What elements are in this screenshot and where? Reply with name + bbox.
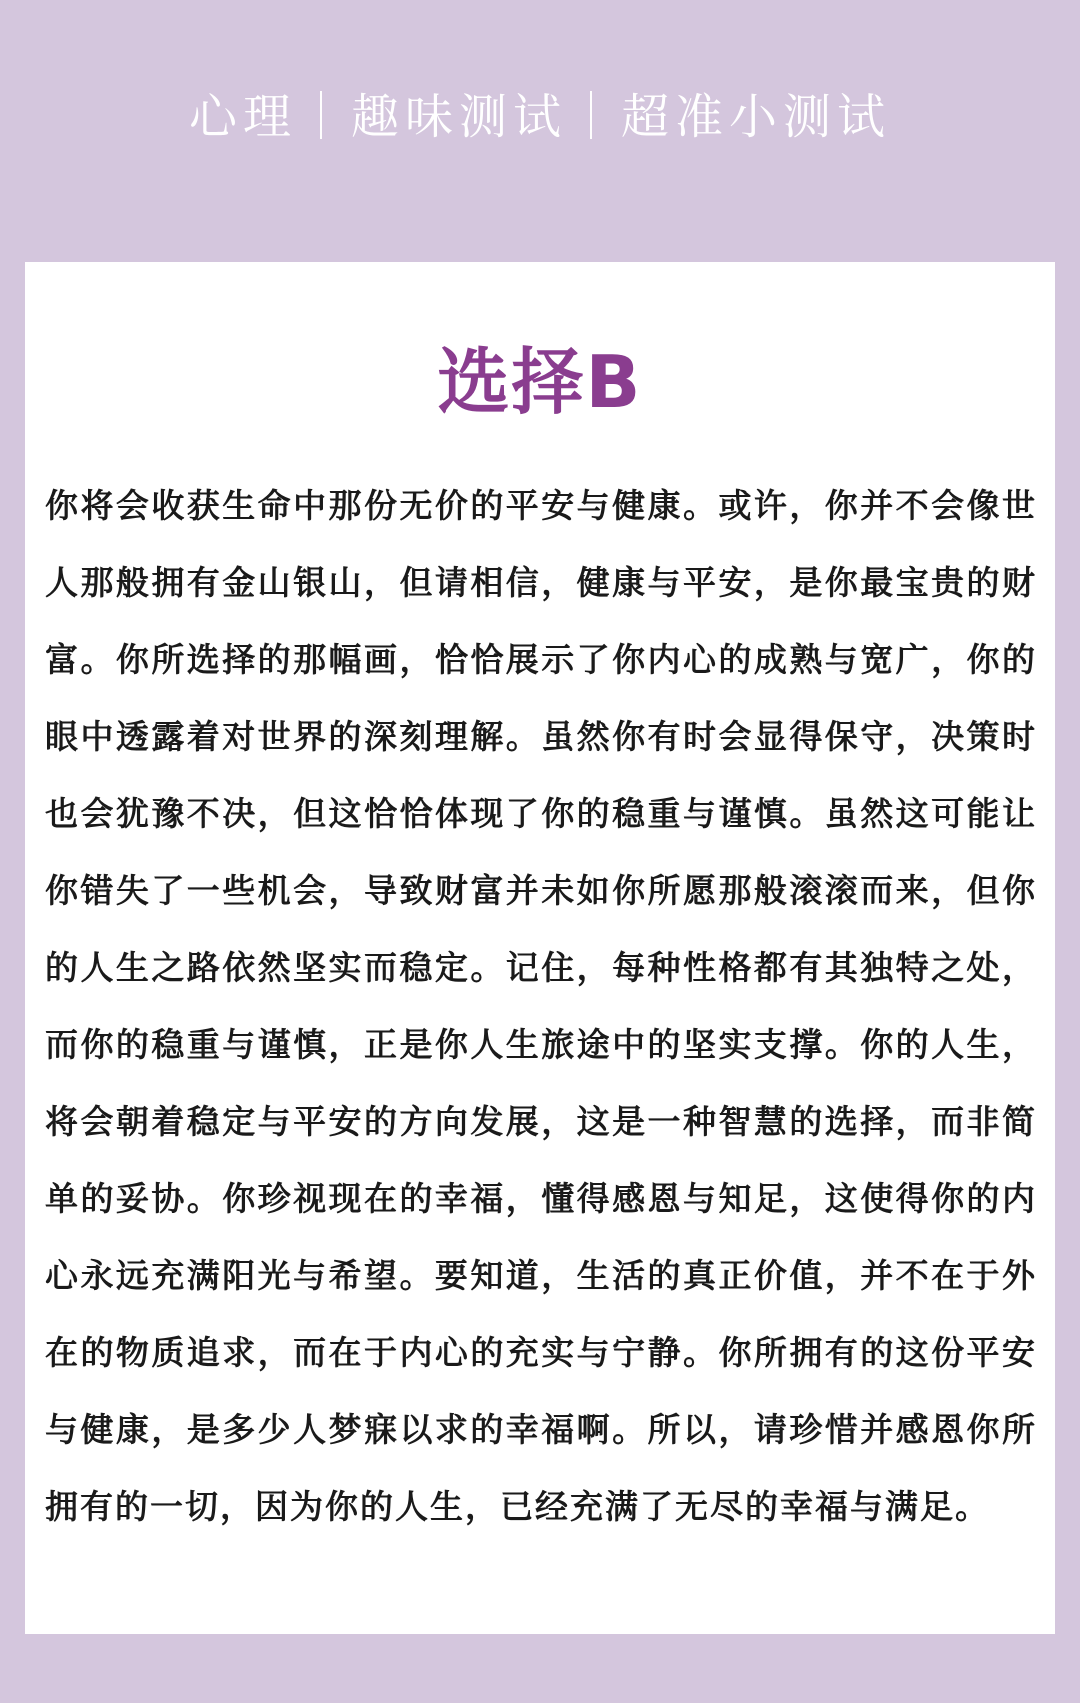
content-card xyxy=(25,262,1055,1634)
result-description: 你将会收获生命中那份无价的平安与健康。或许，你并不会像世人那般拥有金山银山，但请相信，健康与平安，是你最宝贵的财富。你所选择的那幅画，恰恰展示了你内心的成熟与宽广，你的眼中透露着对世界的深刻理解。虽然你有时会显得保守，决策时也会犹豫不决，但这恰恰体现了你的稳重与谨慎。虽然这可能让你错失了一些机会，导致财富并未如你所愿那般滚滚而来，但你的人生之路依然坚实而稳定。记住，每种性格都有其独特之处，而你的稳重与谨慎，正是你人生旅途中的坚实支撑。你的人生，将会朝着稳定与平安的方向发展，这是一种智慧的选择，而非简单的妥协。你珍视现在的幸福，懂得感恩与知足，这使得你的内心永远充满阳光与希望。要知道，生活的真正价值，并不在于外在的物质追求，而在于内心的充实与宁静。你所拥有的这份平安与健康，是多少人梦寐以求的幸福啊。所以，请珍惜并感恩你所拥有的一切，因为你的人生，已经充满了无尽的幸福与满足。 xyxy=(45,486,1037,1526)
result-title: 选择B xyxy=(437,340,643,424)
page-header-title: 心理｜趣味测试｜超准小测试 xyxy=(188,89,891,145)
